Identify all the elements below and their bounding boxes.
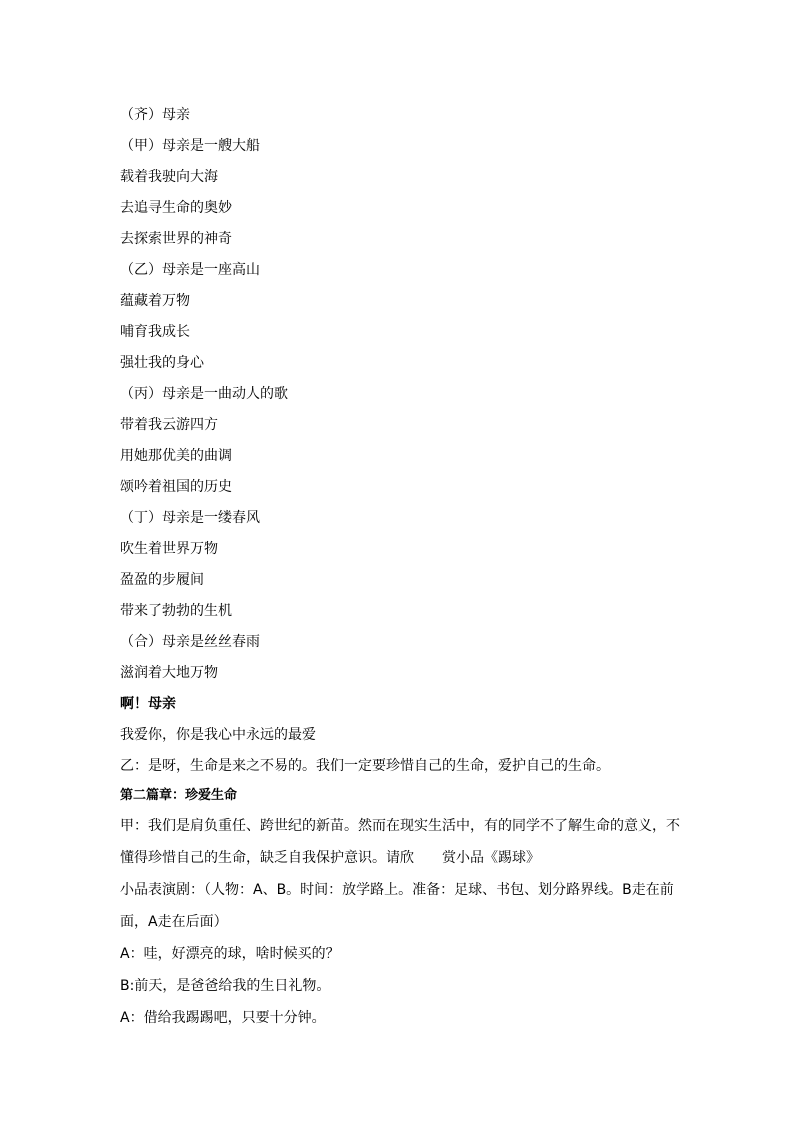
poem-line: （齐）母亲 [120, 107, 190, 123]
poem-line: 颂吟着祖国的历史 [120, 479, 232, 495]
poem-line: （丁）母亲是一缕春风 [120, 510, 260, 526]
poem-line: 载着我驶向大海 [120, 169, 218, 185]
poem-line: 盈盈的步履间 [120, 572, 204, 588]
love-line: 我爱你，你是我心中永远的最爱 [120, 727, 316, 743]
dialogue-section [120, 938, 680, 1034]
poem-line: 带着我云游四方 [120, 417, 218, 433]
jia-paragraph: 甲：我们是肩负重任、跨世纪的新苗。然而在现实生活中，有的同学不了解生命的意义，不懂得珍惜自己的生命，缺乏自我保护意识。请欣 赏小品《踢球》 [120, 818, 680, 866]
poem-line: 去探索世界的神奇 [120, 231, 232, 247]
poem-line: 哺育我成长 [120, 324, 190, 340]
poem-line: （丙）母亲是一曲动人的歌 [120, 386, 288, 402]
poem-line: （合）母亲是丝丝春雨 [120, 634, 260, 650]
poem-line: 滋润着大地万物 [120, 665, 218, 681]
poem-line: 带来了勃勃的生机 [120, 603, 232, 619]
poem-line: （乙）母亲是一座高山 [120, 262, 260, 278]
dialogue-line: B:前天，是爸爸给我的生日礼物。 [120, 978, 331, 994]
poem-line: 用她那优美的曲调 [120, 448, 232, 464]
document-body [120, 100, 680, 1034]
poem-line: 蕴藏着万物 [120, 293, 190, 309]
poem-section [120, 100, 680, 689]
poem-line: （甲）母亲是一艘大船 [120, 138, 260, 154]
poem-line: 强壮我的身心 [120, 355, 204, 371]
skit-paragraph: 小品表演剧：（人物：A、B。时间：放学路上。准备：足球、书包、划分路界线。B走在前面，A走在后面） [120, 882, 674, 930]
poem-line: 吹生着世界万物 [120, 541, 218, 557]
dialogue-line: A：哇，好漂亮的球，啥时候买的？ [120, 946, 340, 962]
exclaim-line: 啊！母亲 [120, 696, 176, 712]
chapter-heading: 第二篇章：珍爱生命 [120, 788, 238, 803]
poem-line: 去追寻生命的奥妙 [120, 200, 232, 216]
dialogue-line: A：借给我踢踢吧，只要十分钟。 [120, 1010, 326, 1026]
yi-line: 乙：是呀，生命是来之不易的。我们一定要珍惜自己的生命，爱护自己的生命。 [120, 758, 610, 774]
